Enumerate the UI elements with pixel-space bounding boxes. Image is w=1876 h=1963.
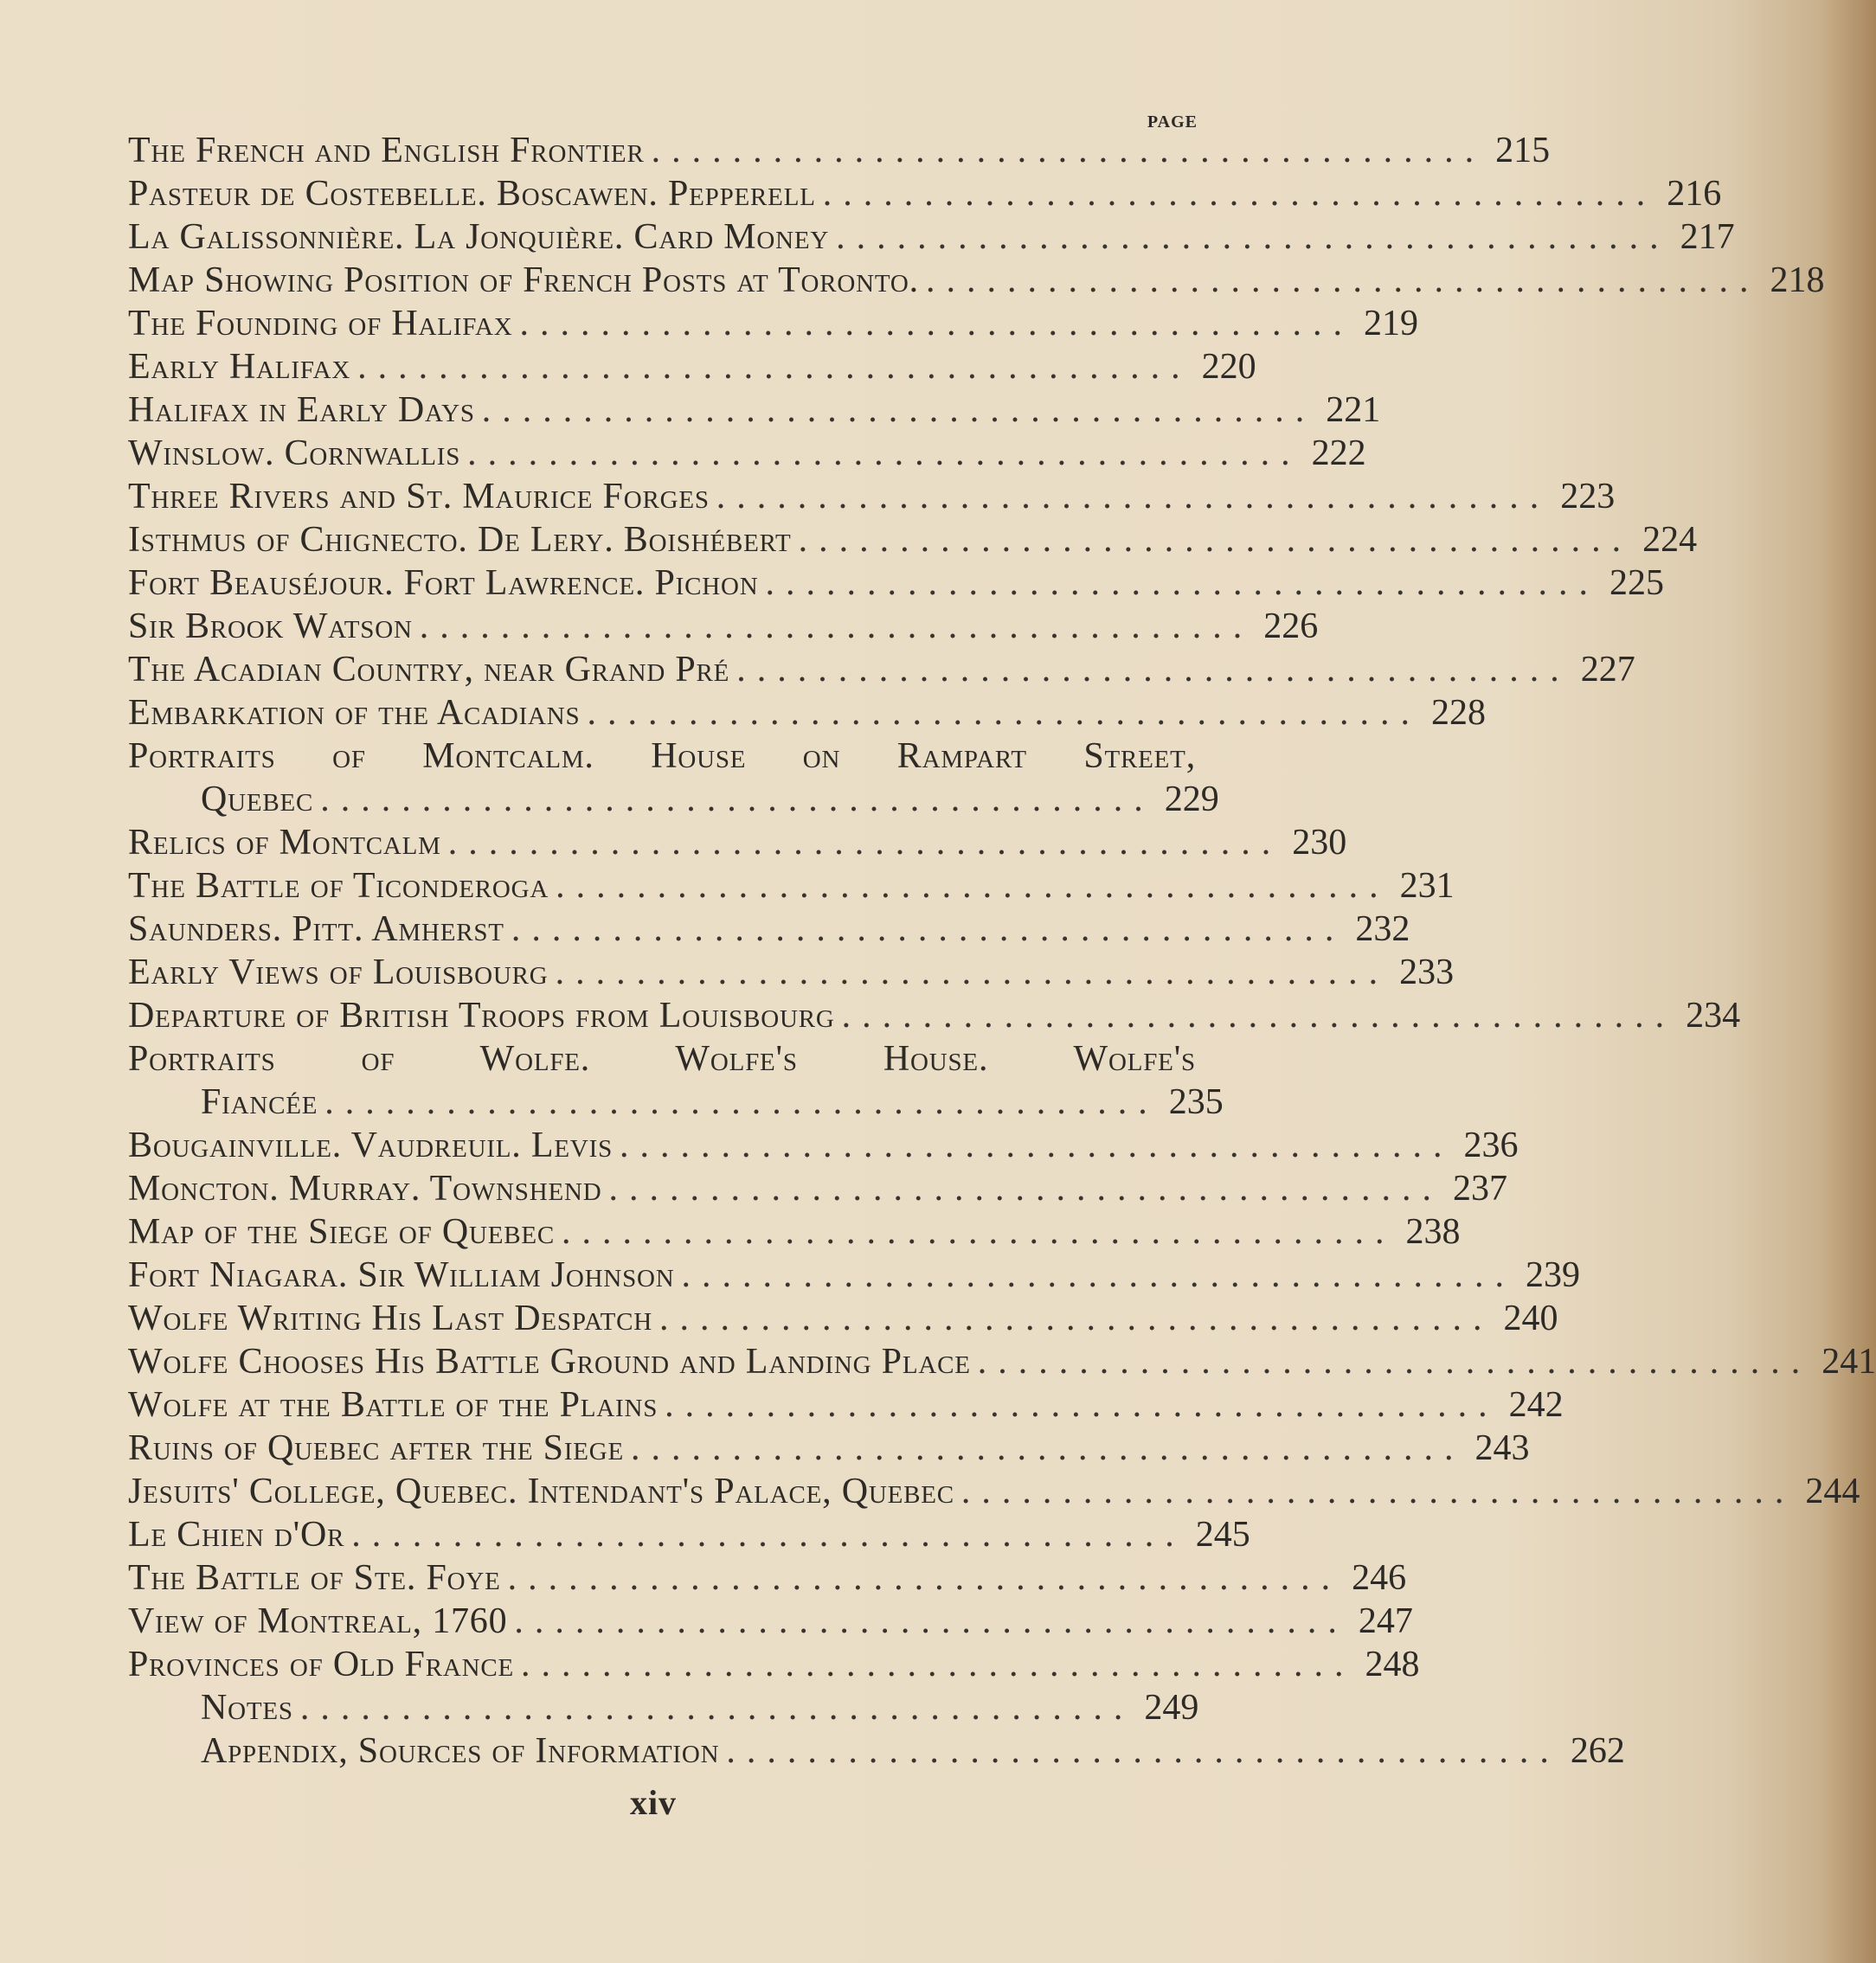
dot-leader: .........................................	[507, 1558, 1342, 1598]
toc-entry-title: Map Showing Position of French Posts at Toronto.	[128, 260, 919, 300]
toc-entry-title: Early Views of Louisbourg	[128, 953, 549, 992]
toc-entry	[128, 1601, 1413, 1644]
toc-entry-title: La Galissonnière. La Jonquière. Card Money	[128, 217, 830, 257]
toc-entry-title: Map of the Siege of Quebec	[128, 1212, 556, 1252]
toc-entry	[128, 692, 1486, 735]
toc-entry-page: 217	[1680, 217, 1735, 257]
toc-entry-page: 241	[1821, 1342, 1876, 1382]
dot-leader: .........................................	[562, 1212, 1396, 1252]
toc-entry-page: 219	[1363, 304, 1418, 343]
dot-leader: .........................................	[587, 693, 1421, 733]
toc-entry	[128, 519, 1698, 562]
toc-entry-title: Moncton. Murray. Townshend	[128, 1169, 602, 1209]
toc-entry	[128, 1038, 1224, 1125]
toc-entry	[128, 1384, 1564, 1427]
toc-entry-page: 225	[1609, 563, 1664, 603]
toc-entry-title: The French and English Frontier	[128, 131, 645, 170]
dot-leader: .........................................	[467, 433, 1301, 473]
toc-entry-title: Three Rivers and St. Maurice Forges	[128, 477, 710, 516]
toc-entry-page: 227	[1580, 650, 1635, 690]
toc-entry-page: 222	[1311, 433, 1366, 473]
toc-entry	[128, 908, 1410, 952]
toc-entry-title: Early Halifax	[128, 347, 351, 387]
toc-entry-title: Notes	[201, 1688, 293, 1728]
dot-leader: .........................................	[977, 1342, 1812, 1382]
toc-entry-page: 237	[1452, 1169, 1507, 1209]
table-of-contents	[128, 130, 1876, 1774]
toc-entry-title: Appendix, Sources of Information	[201, 1731, 720, 1771]
toc-entry-page: 231	[1399, 866, 1455, 906]
toc-entry-page: 218	[1770, 260, 1825, 300]
toc-entry-page: 221	[1326, 390, 1381, 430]
toc-entry	[128, 1341, 1876, 1384]
toc-entry	[128, 822, 1347, 865]
toc-entry	[128, 1298, 1558, 1341]
toc-entry-page: 216	[1667, 174, 1722, 214]
dot-leader: .........................................	[520, 1645, 1355, 1684]
toc-entry-page: 246	[1352, 1558, 1407, 1598]
toc-entry-title: The Battle of Ticonderoga	[128, 866, 549, 906]
toc-entry-title: Wolfe Chooses His Battle Ground and Landing Place	[128, 1342, 971, 1382]
toc-entry-title: The Battle of Ste. Foye	[128, 1558, 501, 1598]
toc-entry	[128, 1730, 1625, 1774]
toc-entry-title: Winslow. Cornwallis	[128, 433, 461, 473]
toc-entry	[128, 606, 1319, 649]
toc-entry-page: 238	[1405, 1212, 1461, 1252]
toc-entry-page: 249	[1144, 1688, 1199, 1728]
toc-entry	[128, 476, 1616, 519]
toc-entry-page: 233	[1399, 953, 1455, 992]
toc-entry-page: 232	[1355, 909, 1410, 949]
dot-leader: .........................................	[608, 1169, 1442, 1209]
toc-entry-page: 220	[1201, 347, 1256, 387]
dot-leader: .........................................	[320, 779, 1154, 819]
toc-entry-title: The Acadian Country, near Grand Pré	[128, 650, 730, 690]
toc-entry	[128, 346, 1256, 389]
toc-entry	[128, 562, 1664, 606]
toc-entry-page: 215	[1495, 131, 1551, 170]
toc-entry-title: Ruins of Quebec after the Siege	[128, 1428, 625, 1468]
toc-entry-title-cont: Fiancée	[201, 1082, 318, 1122]
dot-leader: .........................................	[481, 390, 1316, 430]
dot-leader: .........................................	[519, 304, 1353, 343]
toc-entry-title: Bougainville. Vaudreuil. Levis	[128, 1126, 613, 1165]
toc-entry	[128, 260, 1825, 303]
toc-entry-continuation	[128, 1081, 1224, 1125]
toc-entry-title: Wolfe at the Battle of the Plains	[128, 1385, 659, 1425]
toc-entry	[128, 1687, 1199, 1730]
toc-entry-page: 236	[1463, 1126, 1519, 1165]
toc-entry-title: Portraits of Montcalm. House on Rampart Street,	[128, 736, 1196, 776]
toc-entry	[128, 433, 1366, 476]
toc-entry-page: 226	[1263, 606, 1319, 646]
dot-leader: .........................................	[324, 1082, 1159, 1122]
toc-entry-title-cont: Quebec	[201, 779, 314, 819]
toc-entry-page: 248	[1365, 1645, 1420, 1684]
dot-leader: .........................................	[841, 996, 1676, 1036]
dot-leader: .........................................	[447, 823, 1282, 863]
toc-entry-title: Fort Niagara. Sir William Johnson	[128, 1255, 675, 1295]
toc-entry-title: Portraits of Wolfe. Wolfe's House. Wolfe's	[128, 1039, 1196, 1079]
dot-leader: .........................................	[651, 131, 1486, 170]
toc-entry	[128, 1471, 1860, 1514]
toc-entry	[128, 1254, 1581, 1298]
toc-entry-title: Wolfe Writing His Last Despatch	[128, 1299, 653, 1338]
toc-entry-page: 247	[1358, 1601, 1413, 1641]
toc-entry	[128, 389, 1381, 433]
dot-leader: .........................................	[511, 909, 1346, 949]
dot-leader: .........................................	[620, 1126, 1454, 1165]
dot-leader: .........................................	[798, 520, 1633, 560]
dot-leader: .........................................	[925, 260, 1760, 300]
toc-entry	[128, 649, 1635, 692]
dot-leader: .........................................	[357, 347, 1192, 387]
toc-entry-title: Pasteur de Costebelle. Boscawen. Pepperell	[128, 174, 816, 214]
dot-leader: .........................................	[726, 1731, 1560, 1771]
page-column-heading: PAGE	[1147, 112, 1198, 132]
dot-leader: .........................................	[836, 217, 1670, 257]
dot-leader: .........................................	[716, 477, 1551, 516]
toc-entry	[128, 1427, 1530, 1471]
toc-entry-continuation	[128, 779, 1219, 822]
toc-entry-page: 229	[1164, 779, 1219, 819]
dot-leader: .........................................	[765, 563, 1599, 603]
dot-leader: .........................................	[631, 1428, 1465, 1468]
toc-entry	[128, 1644, 1420, 1687]
toc-entry-page: 245	[1195, 1515, 1250, 1555]
dot-leader: .........................................	[665, 1385, 1499, 1425]
dot-leader: .........................................	[419, 606, 1254, 646]
toc-entry	[128, 1211, 1461, 1254]
toc-entry	[128, 995, 1741, 1038]
toc-entry	[128, 1514, 1250, 1557]
toc-entry-page: 244	[1805, 1472, 1860, 1511]
toc-entry-title: Saunders. Pitt. Amherst	[128, 909, 504, 949]
toc-entry-page: 223	[1560, 477, 1616, 516]
toc-entry-title: The Founding of Halifax	[128, 304, 513, 343]
dot-leader: .........................................	[822, 174, 1657, 214]
toc-entry	[128, 303, 1418, 346]
toc-entry-page: 230	[1292, 823, 1347, 863]
toc-entry-title: Isthmus of Chignecto. De Lery. Boishébert	[128, 520, 792, 560]
dot-leader: .........................................	[555, 953, 1390, 992]
toc-entry	[128, 1125, 1519, 1168]
dot-leader: .........................................	[299, 1688, 1134, 1728]
toc-entry-page: 224	[1642, 520, 1698, 560]
dot-leader: .........................................	[556, 866, 1390, 906]
toc-entry	[128, 216, 1735, 260]
toc-entry-title: Relics of Montcalm	[128, 823, 441, 863]
toc-entry	[128, 173, 1722, 216]
toc-entry-page: 239	[1526, 1255, 1581, 1295]
toc-entry	[128, 865, 1455, 908]
toc-entry-page: 235	[1168, 1082, 1224, 1122]
toc-entry	[128, 130, 1551, 173]
dot-leader: .........................................	[681, 1255, 1516, 1295]
toc-entry-title: View of Montreal, 1760	[128, 1601, 508, 1641]
dot-leader: .........................................	[351, 1515, 1185, 1555]
toc-entry-title: Provinces of Old France	[128, 1645, 514, 1684]
toc-entry-title: Sir Brook Watson	[128, 606, 413, 646]
toc-entry	[128, 1557, 1407, 1601]
toc-entry-page: 262	[1570, 1731, 1625, 1771]
toc-entry	[128, 735, 1219, 822]
toc-entry-page: 242	[1508, 1385, 1564, 1425]
toc-entry-title: Embarkation of the Acadians	[128, 693, 581, 733]
toc-entry	[128, 952, 1455, 995]
dot-leader: .........................................	[736, 650, 1571, 690]
page-folio: xiv	[629, 1783, 678, 1822]
toc-entry-title: Departure of British Troops from Louisbourg	[128, 996, 835, 1036]
toc-entry-page: 228	[1430, 693, 1486, 733]
toc-entry-page: 243	[1474, 1428, 1530, 1468]
toc-entry-title: Fort Beauséjour. Fort Lawrence. Pichon	[128, 563, 759, 603]
toc-entry-title: Le Chien d'Or	[128, 1515, 345, 1555]
dot-leader: .........................................	[659, 1299, 1494, 1338]
toc-entry-title: Halifax in Early Days	[128, 390, 475, 430]
toc-entry-page: 234	[1686, 996, 1741, 1036]
toc-entry-title: Jesuits' College, Quebec. Intendant's Palace, Quebec	[128, 1472, 954, 1511]
toc-entry	[128, 1168, 1507, 1211]
dot-leader: .........................................	[514, 1601, 1348, 1641]
dot-leader: .........................................	[960, 1472, 1796, 1511]
toc-entry-page: 240	[1503, 1299, 1558, 1338]
